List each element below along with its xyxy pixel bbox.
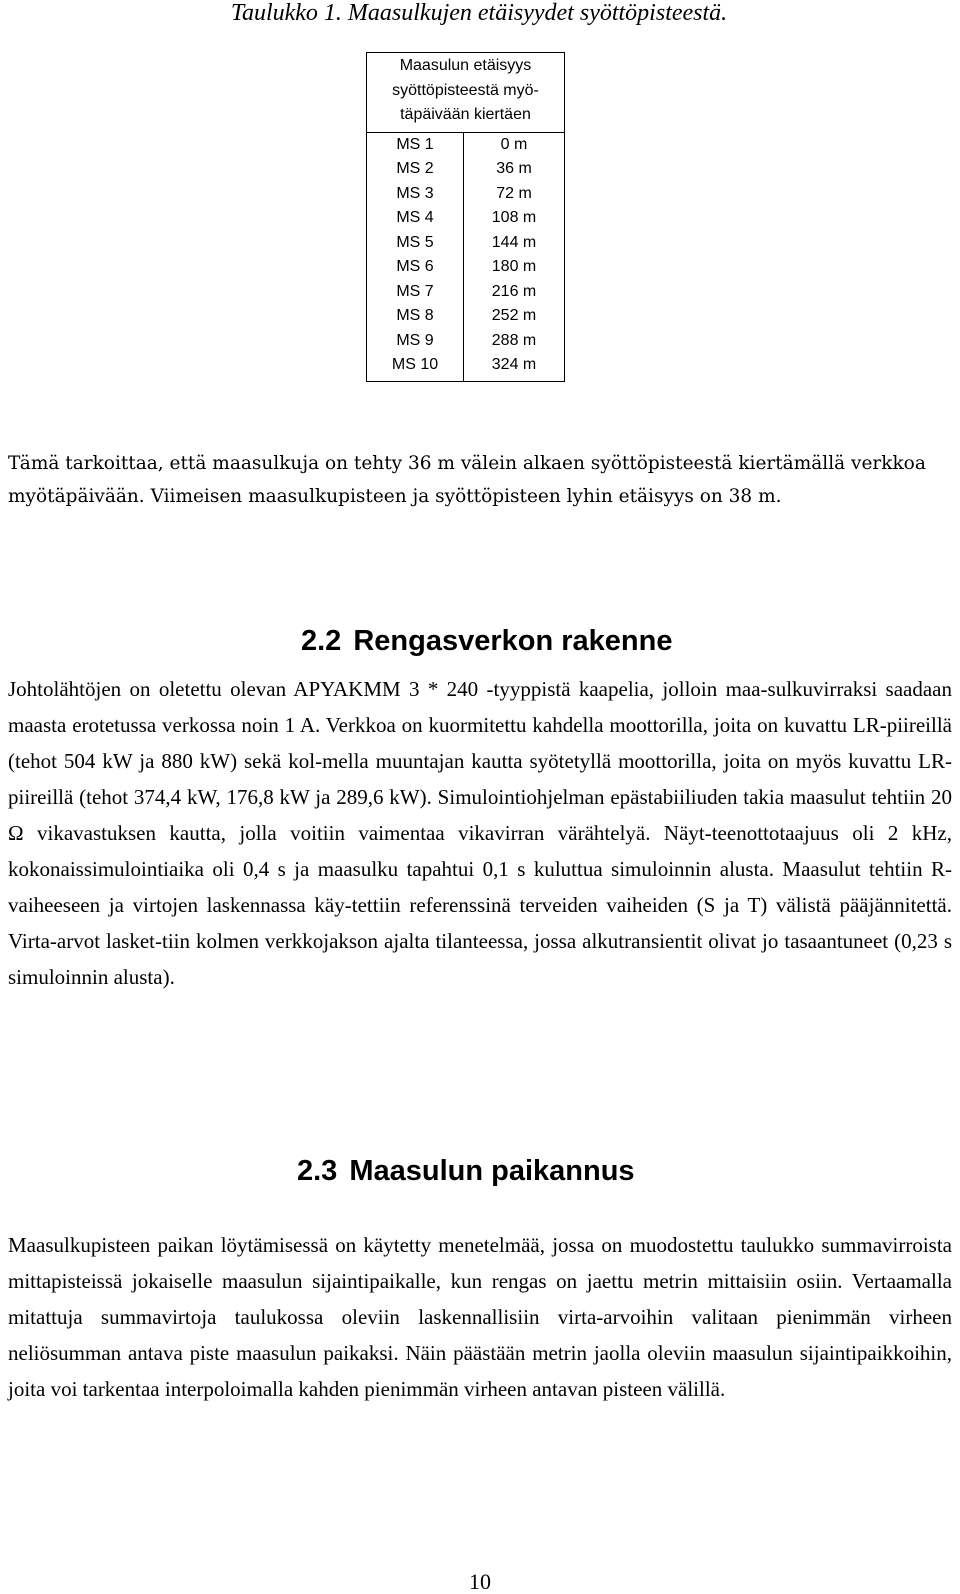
fault-name: MS 10 [367, 353, 464, 381]
table-row [367, 157, 565, 182]
table-row [367, 353, 565, 381]
fault-distance: 216 m [491, 282, 537, 300]
fault-name: MS 8 [367, 304, 464, 329]
section-number: 2.3 [297, 1155, 338, 1187]
table-row [367, 206, 565, 231]
table-row [367, 304, 565, 329]
fault-name: MS 2 [367, 157, 464, 182]
fault-distance: 36 m [496, 160, 532, 177]
table-row [367, 255, 565, 280]
fault-distance: 324 m [491, 356, 537, 373]
section-title: Maasulun paikannus [349, 1155, 635, 1187]
fault-name: MS 6 [367, 255, 464, 280]
fault-name: MS 3 [367, 182, 464, 207]
fault-distance: 0 m [500, 135, 528, 153]
table-row [367, 231, 565, 256]
section-title: Rengasverkon rakenne [353, 625, 673, 657]
page-number: 10 [469, 1569, 491, 1594]
fault-distance: 144 m [491, 233, 537, 251]
fault-name: MS 4 [367, 206, 464, 231]
fault-distance: 180 m [491, 258, 537, 275]
section-heading-fault-location [297, 1153, 635, 1189]
table-caption-text: Taulukko 1. Maasulkujen etäisyydet syöttöpisteestä. [230, 0, 728, 26]
fault-name: MS 1 [367, 132, 464, 157]
fault-name: MS 7 [367, 280, 464, 305]
fault-name: MS 5 [367, 231, 464, 256]
table-row [367, 329, 565, 354]
table-row [367, 132, 565, 157]
table-row [367, 280, 565, 305]
paragraph-network-structure: Johtolähtöjen on oletettu olevan APYAKMM 3 * 240 -tyyppistä kaapelia, jolloin maa-sulkuvirraksi saadaan maasta erotetussa verkossa noin 1 A. Verkkoa on kuormitettu kahdella moottorilla, joita on kuvattu LR-piireillä (tehot 504 kW ja 880 kW) sekä kol-mella muuntajan kautta syötetyllä moottorilla, joita on myös kuvattu LR-piireillä (tehot 374,4 kW, 176,8 kW ja 289,6 kW). Simulointiohjelman epästabiiliuden takia maasulut tehtiin 20 Ω vikavastuksen kautta, jolla voitiin vaimentaa vikavirran värähtelyä. Näyt-teenottotaajuus oli 2 kHz, kokonaissimulointiaika oli 0,4 s ja maasulku tapahtui 0,1 s kuluttua simuloinnin alusta. Maasulut tehtiin R-vaiheeseen ja virtojen laskennassa käy-tettiin referenssinä terveiden vaiheiden (S ja T) välistä pääjännitettä. Virta-arvot lasket-tiin kolmen verkkojakson ajalta tilanteessa, jossa alkutransientit olivat jo tasaantuneet (0,23 s simuloinnin alusta). [8, 677, 952, 989]
table-header-row [367, 53, 565, 133]
distance-table [366, 52, 565, 382]
fault-distance: 72 m [496, 184, 532, 202]
table-header: Maasulun etäisyys syöttöpisteestä myö-täpäivään kiertäen [367, 53, 565, 133]
section-number: 2.2 [301, 625, 342, 657]
table-caption [0, 0, 960, 28]
paragraph-fault-location: Maasulkupisteen paikan löytämisessä on käytetty menetelmää, jossa on muodostettu taulukko summavirroista mittapisteissä jokaiselle maasulun sijaintipaikalle, kun rengas on jaettu metrin mittaisiin osiin. Vertaamalla mitattuja summavirtoja taulukossa oleviin laskennallisiin virta-arvoihin valitaan pienimmän virheen neliösumman antava piste maasulun paikaksi. Näin päästään metrin jaolla oleviin maasulun sijaintipaikkoihin, joita voi tarkentaa interpoloimalla kahden pienimmän virheen antavan pisteen välillä. [8, 1233, 952, 1401]
fault-name: MS 9 [367, 329, 464, 354]
fault-distance: 252 m [491, 307, 537, 324]
paragraph-fault-spacing: Tämä tarkoittaa, että maasulkuja on tehty 36 m välein alkaen syöttöpisteestä kiertämällä verkkoa myötäpäivään. Viimeisen maasulkupisteen ja syöttöpisteen lyhin etäisyys on 38 m. [8, 453, 926, 507]
fault-distance: 108 m [491, 209, 537, 226]
fault-distance: 288 m [491, 331, 537, 349]
table-row [367, 182, 565, 207]
section-heading-ring-network [301, 623, 672, 659]
